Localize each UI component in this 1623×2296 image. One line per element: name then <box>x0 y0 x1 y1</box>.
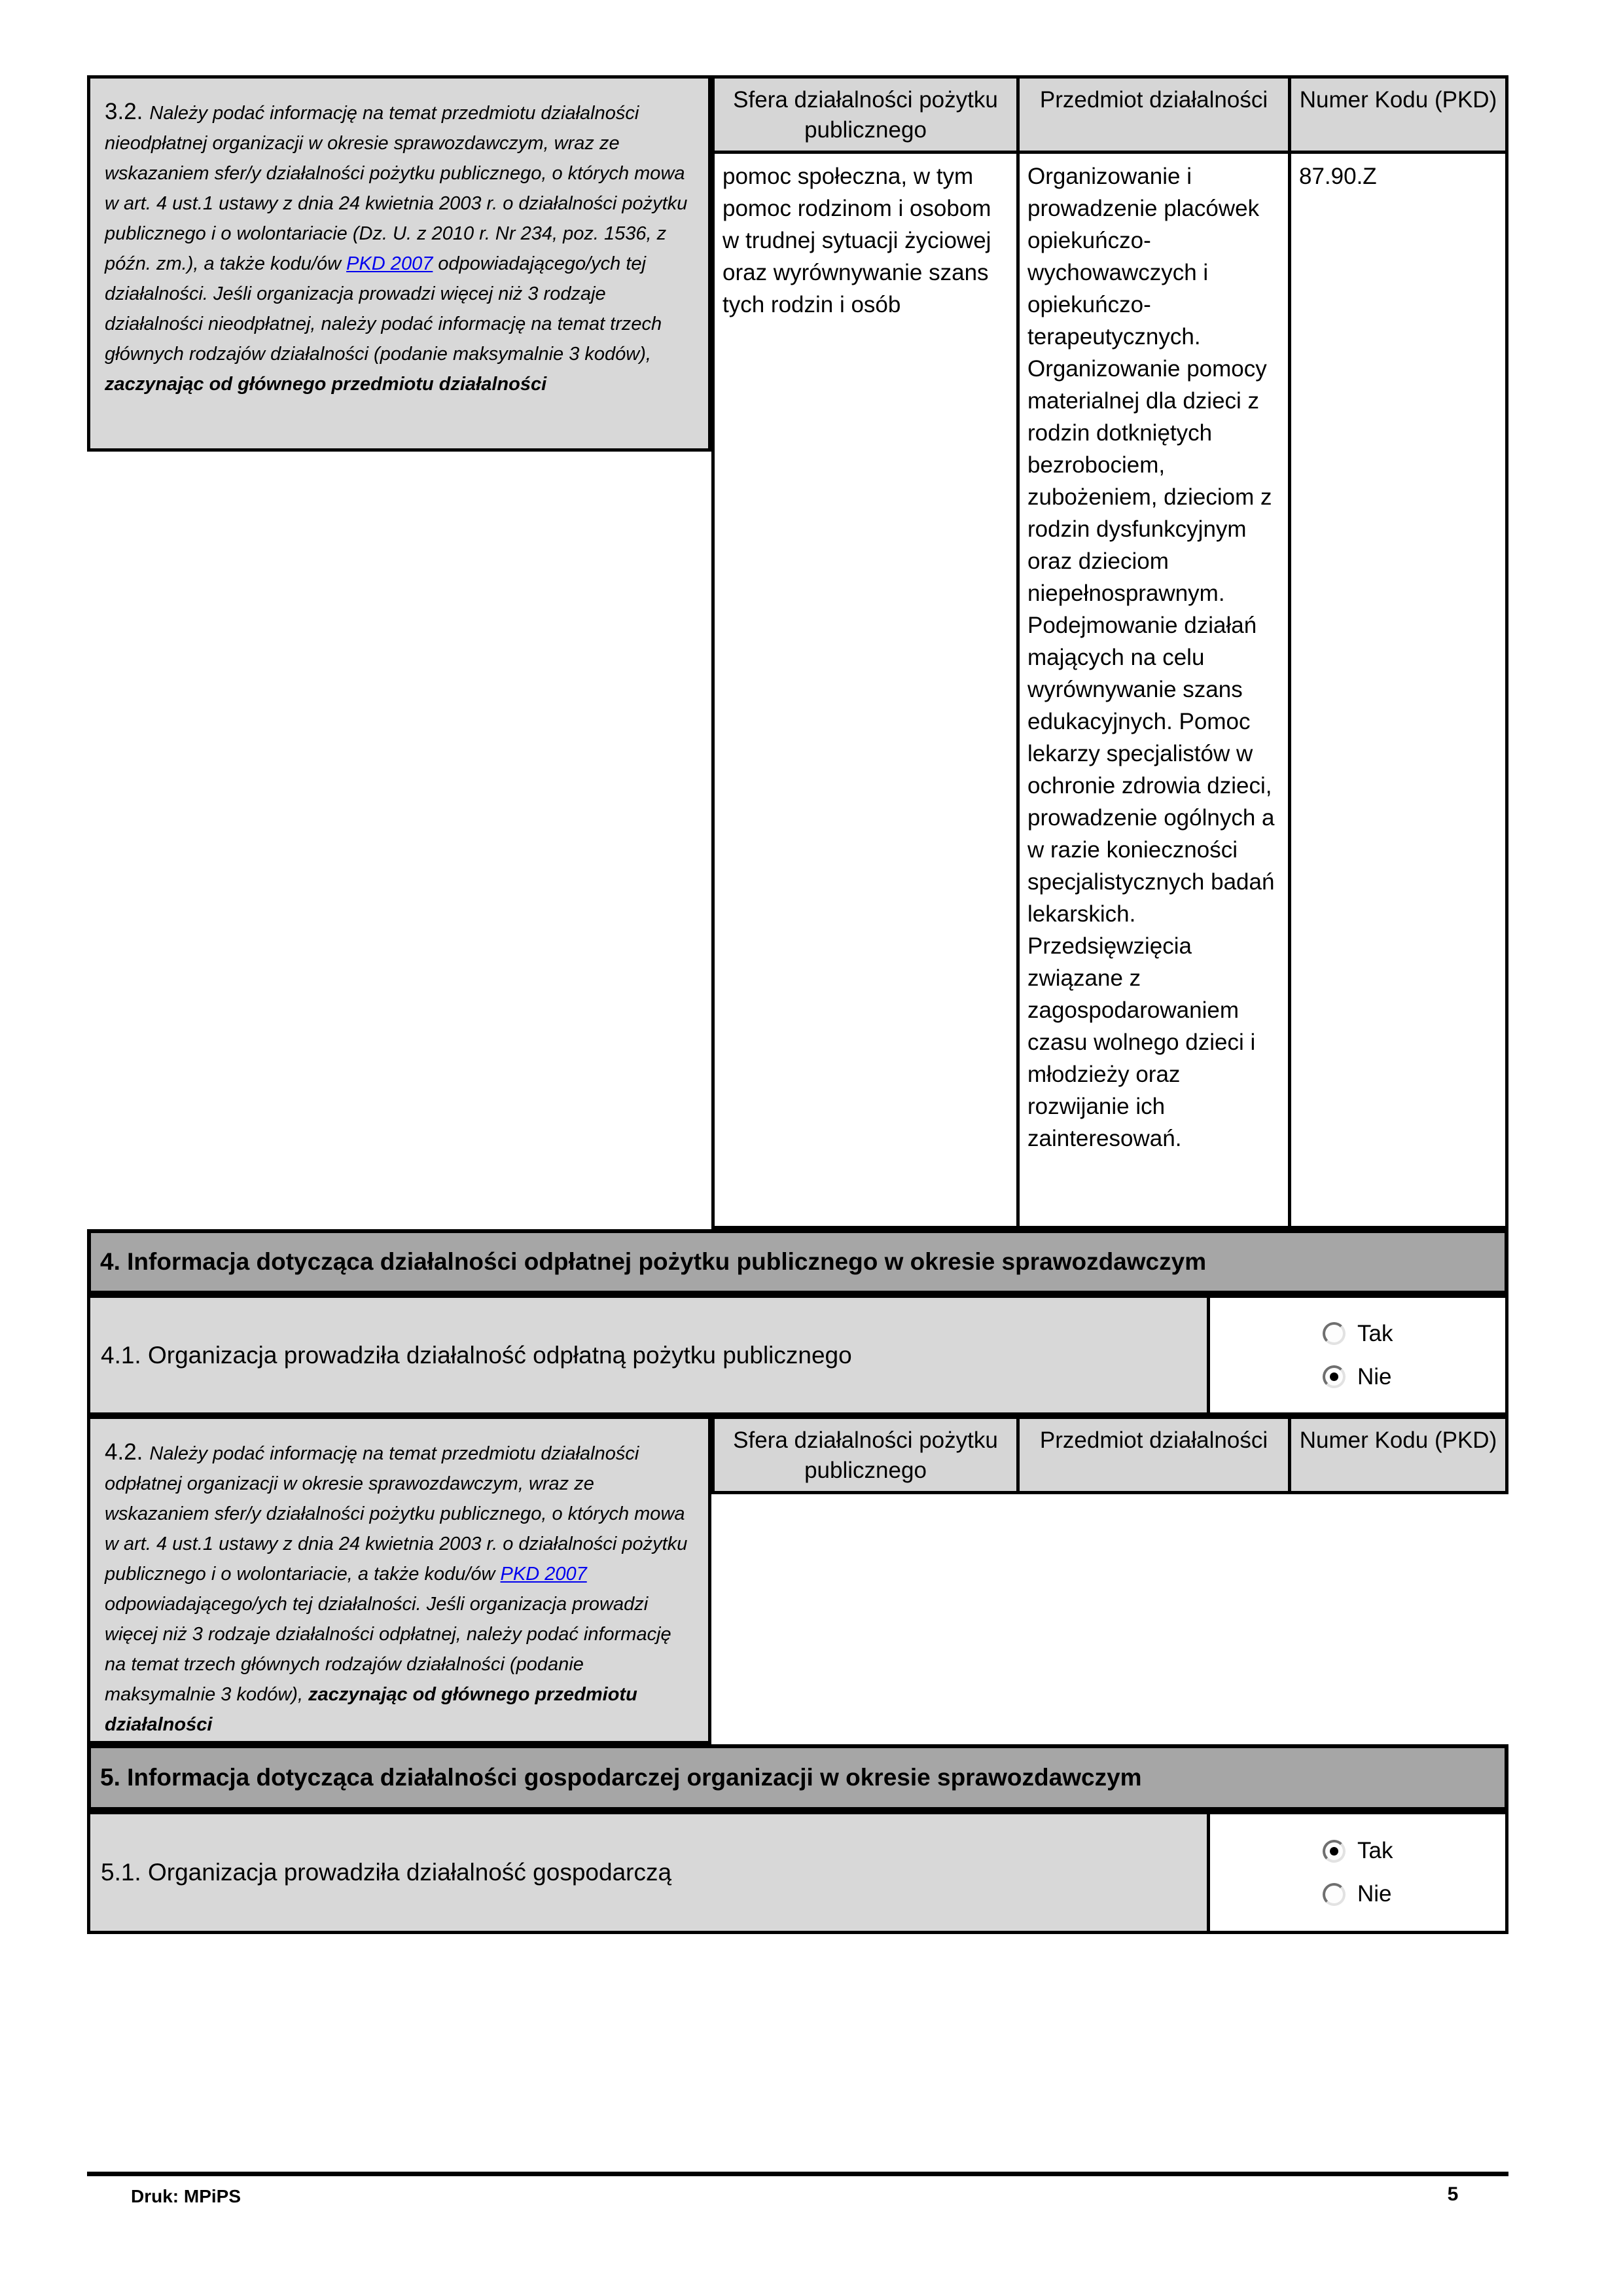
item-number-4-2: 4.2. <box>105 1439 143 1465</box>
note-4-2-body: Należy podać informację na temat przedmiotu działalności odpłatnej organizacji w okresie sprawozdawczym, wraz ze wskazaniem sfer/y działalności pożytku publicznego, o których mowa w art. 4 ust.1 ustawy z dnia 24 kwietnia 2003 r. o działalności pożytku publicznego i o wolontariacie, a także kodu/ów <box>105 1443 688 1585</box>
page-number: 5 <box>1447 2183 1459 2205</box>
section-4-header <box>87 1229 1508 1295</box>
item-number-3-2: 3.2. <box>105 99 143 124</box>
section-3-2-table <box>87 75 1508 1229</box>
note-4-2-bold-tail: zaczynając od głównego przedmiotu działalności <box>105 1684 637 1735</box>
radio-button-icon[interactable] <box>1323 1840 1346 1863</box>
radio-option-4-1-nie[interactable] <box>1323 1364 1505 1390</box>
radio-button-icon[interactable] <box>1323 1883 1346 1906</box>
radio-group-5-1 <box>1207 1814 1505 1931</box>
pkd-2007-link[interactable]: PKD 2007 <box>500 1564 587 1585</box>
section-5-header <box>87 1744 1508 1811</box>
radio-option-5-1-nie[interactable] <box>1323 1881 1505 1907</box>
pkd-2007-link[interactable]: PKD 2007 <box>346 253 433 274</box>
note-3-2-body: Należy podać informację na temat przedmiotu działalności nieodpłatnej organizacji w okresie sprawozdawczym, wraz ze wskazaniem sfer/y działalności pożytku publicznego, o których mowa w art. 4 ust.1 ustawy z dnia 24 kwietnia 2003 r. o działalności pożytku publicznego i o wolontariacie (Dz. U. z 2010 r. Nr 234, poz. 1536, z późn. zm.), a także kodu/ów <box>105 103 688 274</box>
cell-pkd-code: 87.90.Z <box>1288 154 1505 1226</box>
section-4-title: 4. Informacja dotycząca działalności odpłatnej pożytku publicznego w okresie sprawozdawczym <box>100 1248 1207 1275</box>
col-header-przedmiot: Przedmiot działalności <box>1016 79 1288 154</box>
note-3-2-bold-tail: zaczynając od głównego przedmiotu działalności <box>105 374 547 395</box>
radio-button-icon[interactable] <box>1323 1322 1346 1345</box>
radio-option-5-1-tak[interactable] <box>1323 1838 1505 1864</box>
question-row-5-1 <box>87 1811 1508 1934</box>
activity-table-4-2-header <box>711 1416 1508 1494</box>
section-4-2-block <box>87 1416 1508 1744</box>
col-header-przedmiot: Przedmiot działalności <box>1016 1419 1288 1491</box>
note-4-2-text <box>105 1437 695 1740</box>
radio-group-4-1 <box>1207 1298 1505 1412</box>
radio-button-icon[interactable] <box>1323 1365 1346 1388</box>
activity-table <box>711 75 1508 1229</box>
note-3-2-text <box>105 97 695 399</box>
note-4-2-body-2: odpowiadającego/ych tej działalności. Jeśli organizacja prowadzi więcej niż 3 rodzaje działalności odpłatnej, należy podać informację na temat trzech głównych rodzajów działalności (podanie maksymalnie 3 kodów), <box>105 1594 671 1705</box>
col-header-sfera: Sfera działalności pożytku publicznego <box>715 1419 1016 1491</box>
col-header-numer-kodu: Numer Kodu (PKD) <box>1288 1419 1505 1491</box>
col-header-numer-kodu: Numer Kodu (PKD) <box>1288 79 1505 154</box>
radio-option-4-1-tak[interactable] <box>1323 1321 1505 1347</box>
note-3-2-cell <box>87 75 711 452</box>
radio-label-nie[interactable]: Nie <box>1357 1881 1392 1907</box>
radio-label-tak[interactable]: Tak <box>1357 1320 1393 1346</box>
radio-label-nie[interactable]: Nie <box>1357 1363 1392 1390</box>
note-3-2-body-2: odpowiadającego/ych tej działalności. Jeśli organizacja prowadzi więcej niż 3 rodzaje działalności nieodpłatnej, należy podać informację na temat trzech głównych rodzajów działalności (podanie maksymalnie 3 kodów), <box>105 253 662 365</box>
radio-label-tak[interactable]: Tak <box>1357 1838 1393 1863</box>
question-5-1-label: 5.1. Organizacja prowadziła działalność gospodarczą <box>90 1814 1207 1931</box>
footer-print-label: Druk: MPiPS <box>131 2186 241 2206</box>
col-header-sfera: Sfera działalności pożytku publicznego <box>715 79 1016 154</box>
footer-rule <box>87 2172 1508 2176</box>
note-4-2-cell <box>87 1416 711 1744</box>
cell-sfera-value: pomoc społeczna, w tym pomoc rodzinom i osobom w trudnej sytuacji życiowej oraz wyrównywanie szans tych rodzin i osób <box>715 154 1016 1226</box>
section-5-title: 5. Informacja dotycząca działalności gospodarczej organizacji w okresie sprawozdawczym <box>100 1764 1142 1791</box>
question-4-1-label: 4.1. Organizacja prowadziła działalność odpłatną pożytku publicznego <box>90 1298 1207 1412</box>
cell-przedmiot-value: Organizowanie i prowadzenie placówek opiekuńczo-wychowawczych i opiekuńczo-terapeutycznych. Organizowanie pomocy materialnej dla dzieci z rodzin dotkniętych bezrobociem, zubożeniem, dzieciom z rodzin dysfunkcyjnym oraz dzieciom niepełnosprawnym. Podejmowanie działań mających na celu wyrównywanie szans edukacyjnych. Pomoc lekarzy specjalistów w ochronie zdrowia dzieci, prowadzenie ogólnych a w razie konieczności specjalistycznych badań lekarskich. Przedsięwzięcia związane z zagospodarowaniem czasu wolnego dzieci i młodzieży oraz rozwijanie ich zainteresowań. <box>1016 154 1288 1226</box>
question-row-4-1 <box>87 1295 1508 1416</box>
